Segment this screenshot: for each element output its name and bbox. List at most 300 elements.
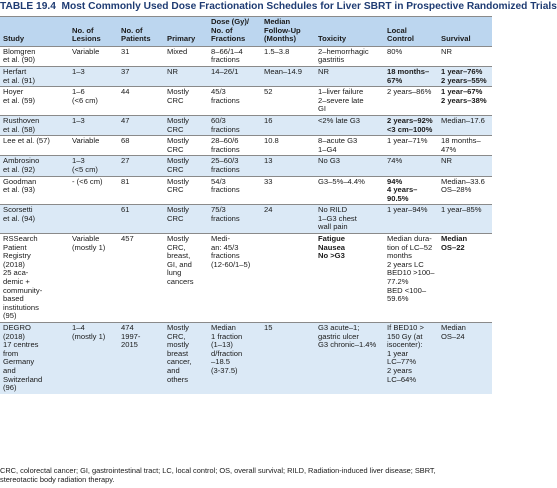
cell-line: fractions <box>211 251 240 261</box>
cell-line: community- <box>3 285 43 295</box>
cell-line: 1 year–76% <box>441 66 483 76</box>
column-header <box>384 17 438 47</box>
table-cell <box>208 115 261 135</box>
table-cell <box>438 176 492 205</box>
cell-line: et al. (94) <box>3 213 36 223</box>
cell-line: fractions <box>211 185 240 195</box>
table-cell <box>261 323 315 394</box>
table-cell <box>384 87 438 116</box>
cell-line: Mostly <box>167 176 189 186</box>
table-cell <box>208 46 261 66</box>
cell-line: 75/3 <box>211 205 226 215</box>
cell-line: 1 year–94% <box>387 205 428 215</box>
cell-line: Median–17.6 <box>441 115 485 125</box>
table-cell <box>315 323 384 394</box>
cell-line: Mean–14.9 <box>264 66 302 76</box>
table-cell <box>315 136 384 156</box>
cell-line: (<6 cm) <box>72 95 98 105</box>
table-cell <box>208 156 261 176</box>
cell-line: 28–60/6 <box>211 136 239 146</box>
cell-line: fractions <box>211 213 240 223</box>
cell-line: GI, and <box>167 259 192 269</box>
cell-line: GI <box>318 104 327 114</box>
cell-line: fractions <box>211 164 240 174</box>
column-header-line: Fractions <box>211 34 246 44</box>
cell-line: Median <box>441 323 466 332</box>
cell-line: based <box>3 294 24 304</box>
column-header-line: (Months) <box>264 34 297 44</box>
table-cell <box>164 234 208 323</box>
fractionation-table <box>0 16 492 394</box>
cell-line: NR <box>318 66 329 76</box>
table-cell <box>164 66 208 86</box>
cell-line: 25 aca- <box>3 268 29 278</box>
cell-line: CRC <box>167 124 184 134</box>
cell-line: OS–28% <box>441 185 472 195</box>
table-body <box>0 46 492 393</box>
table-cell <box>164 323 208 394</box>
cell-line: cancer, <box>167 357 192 367</box>
table-row <box>0 87 492 116</box>
cell-line: CRC, <box>167 331 186 341</box>
cell-line: 14–26/1 <box>211 66 239 76</box>
cell-line: (95) <box>3 311 17 321</box>
cell-line: 77.2% <box>387 277 409 287</box>
cell-line: Medi- <box>211 234 230 244</box>
cell-line: Nausea <box>318 242 346 252</box>
table-cell <box>208 87 261 116</box>
cell-line: Mixed <box>167 46 188 56</box>
cell-line: 2 years–38% <box>441 95 487 105</box>
cell-line: CRC <box>167 213 184 223</box>
cell-line: <2% late G3 <box>318 115 361 125</box>
cell-line: –18.5 <box>211 357 231 367</box>
column-header-line: Dose (Gy)/ <box>211 17 249 26</box>
cell-line: 10.8 <box>264 136 279 146</box>
cell-line: 45/3 <box>211 87 226 97</box>
table-cell <box>384 205 438 234</box>
cell-line: et al. (90) <box>3 55 36 65</box>
cell-line: 18 months– <box>387 66 430 76</box>
table-cell <box>118 136 164 156</box>
column-header-line: No. of <box>72 25 94 35</box>
cell-line: 1–G3 chest <box>318 213 357 223</box>
cell-line: breast, <box>167 251 191 261</box>
table-cell <box>261 87 315 116</box>
cell-line: Patient <box>3 242 27 252</box>
cell-line: NR <box>167 66 178 76</box>
cell-line: demic + <box>3 277 30 287</box>
column-header <box>315 17 384 47</box>
cell-line: 2 years–92% <box>387 115 433 125</box>
cell-line: cancers <box>167 277 194 287</box>
table-cell <box>0 46 69 66</box>
cell-line: NR <box>441 156 452 166</box>
cell-line: Herfart <box>3 66 27 76</box>
cell-line: and <box>167 365 180 375</box>
table-cell <box>208 234 261 323</box>
cell-line: (2018) <box>3 259 25 269</box>
cell-line: gastric ulcer <box>318 331 359 341</box>
cell-line: 1997- <box>121 331 141 341</box>
cell-line: 74% <box>387 156 403 166</box>
table-cell <box>69 323 118 394</box>
cell-line: (96) <box>3 383 17 393</box>
cell-line: 1 year–71% <box>387 136 428 146</box>
table-cell <box>164 205 208 234</box>
table-cell <box>164 87 208 116</box>
cell-line: Rusthoven <box>3 115 40 125</box>
cell-line: Mostly <box>167 136 189 146</box>
column-header <box>118 17 164 47</box>
table-cell <box>438 66 492 86</box>
cell-line: 68 <box>121 136 130 146</box>
cell-line: No G3 <box>318 156 340 166</box>
cell-line: Variable <box>72 46 100 56</box>
cell-line: others <box>167 374 189 384</box>
table-cell <box>118 66 164 86</box>
cell-line: 31 <box>121 46 130 56</box>
cell-line: et al. (93) <box>3 185 36 195</box>
table-cell <box>164 115 208 135</box>
cell-line: Fatigue <box>318 234 346 244</box>
table-cell <box>384 176 438 205</box>
cell-line: fractions <box>211 55 240 65</box>
cell-line: CRC <box>167 144 184 154</box>
column-header-line: No. of <box>211 25 233 35</box>
cell-line: 90.5% <box>387 193 409 203</box>
table-cell <box>384 46 438 66</box>
cell-line: Lee et al. (57) <box>3 136 50 146</box>
cell-line: Hoyer <box>3 87 24 97</box>
cell-line: LC–77% <box>387 357 417 367</box>
cell-line: fractions <box>211 124 240 134</box>
column-header <box>164 17 208 47</box>
cell-line: 80% <box>387 46 403 56</box>
cell-line: (2018) <box>3 331 25 341</box>
table-cell <box>261 136 315 156</box>
cell-line: 33 <box>264 176 273 186</box>
cell-line: 1–liver failure <box>318 87 364 97</box>
table-cell <box>384 136 438 156</box>
table-cell <box>69 234 118 323</box>
cell-line: RSSearch <box>3 234 38 244</box>
table-cell <box>315 205 384 234</box>
cell-line: No >G3 <box>318 251 345 261</box>
cell-line: from <box>3 348 19 358</box>
cell-line: No RILD <box>318 205 348 215</box>
cell-line: DEGRO <box>3 323 31 332</box>
table-row <box>0 234 492 323</box>
table-cell <box>384 323 438 394</box>
cell-line: (<5 cm) <box>72 164 98 174</box>
cell-line: (mostly 1) <box>72 242 106 252</box>
table-footnote: CRC, colorectal cancer; GI, gastrointestinal tract; LC, local control; OS, overall survival; RILD, Radiation-induced liver disease; SBRT, stereotactic body radiation therapy. <box>0 466 436 484</box>
table-cell <box>118 176 164 205</box>
cell-line: 81 <box>121 176 130 186</box>
cell-line: Registry <box>3 251 31 261</box>
cell-line: 17 centres <box>3 340 39 350</box>
table-cell <box>0 234 69 323</box>
cell-line: OS–22 <box>441 242 465 252</box>
table-cell <box>261 115 315 135</box>
table-cell <box>69 176 118 205</box>
column-header-line: Follow-Up <box>264 25 301 35</box>
cell-line: 61 <box>121 205 130 215</box>
cell-line: G3 acute–1; <box>318 323 360 332</box>
cell-line: <3 cm–100% <box>387 124 433 134</box>
cell-line: 1 year–67% <box>441 87 483 97</box>
column-header-line: Toxicity <box>318 34 347 44</box>
cell-line: (3-37.5) <box>211 365 238 375</box>
cell-line: 1.5–3.8 <box>264 46 290 56</box>
table-cell <box>384 156 438 176</box>
table-cell <box>315 46 384 66</box>
cell-line: 457 <box>121 234 134 244</box>
cell-line: CRC, <box>167 242 186 252</box>
table-cell <box>164 176 208 205</box>
cell-line: 150 Gy (at <box>387 331 423 341</box>
table-cell <box>69 205 118 234</box>
column-header-line: Patients <box>121 34 151 44</box>
cell-line: tion of LC–52 <box>387 242 433 252</box>
cell-line: wall pain <box>318 222 348 232</box>
cell-line: et al. (59) <box>3 95 36 105</box>
table-cell <box>0 323 69 394</box>
cell-line: Goodman <box>3 176 37 186</box>
table-cell <box>118 234 164 323</box>
cell-line: Mostly <box>167 234 189 244</box>
column-header-line: No. of <box>121 25 143 35</box>
column-header-line: Median <box>264 17 291 26</box>
cell-line: 27 <box>121 156 130 166</box>
table-cell <box>261 234 315 323</box>
cell-line: 1–3 <box>72 156 85 166</box>
cell-line: 15 <box>264 323 273 332</box>
table-cell <box>118 205 164 234</box>
cell-line: 1–G4 <box>318 144 337 154</box>
cell-line: 2 years–86% <box>387 87 432 97</box>
table-cell <box>261 176 315 205</box>
cell-line: 4 years– <box>387 185 418 195</box>
table-row <box>0 156 492 176</box>
cell-line: (1–13) <box>211 340 233 350</box>
table-cell <box>384 234 438 323</box>
table-row <box>0 205 492 234</box>
cell-line: 1 fraction <box>211 331 243 341</box>
cell-line: months <box>387 251 412 261</box>
table-row <box>0 323 492 394</box>
cell-line: 8–66/1–4 <box>211 46 243 56</box>
cell-line: 2 years <box>387 365 412 375</box>
table-cell <box>315 87 384 116</box>
cell-line: Ambrosino <box>3 156 40 166</box>
table-cell <box>164 46 208 66</box>
table-cell <box>208 136 261 156</box>
column-header <box>69 17 118 47</box>
cell-line: OS–24 <box>441 331 465 341</box>
table-cell <box>0 136 69 156</box>
cell-line: 2–severe late <box>318 95 364 105</box>
table-cell <box>438 87 492 116</box>
column-header-line: Lesions <box>72 34 101 44</box>
cell-line: - (<6 cm) <box>72 176 103 186</box>
cell-line: Mostly <box>167 205 189 215</box>
cell-line: 16 <box>264 115 273 125</box>
table-cell <box>118 115 164 135</box>
table-cell <box>261 66 315 86</box>
table-cell <box>69 66 118 86</box>
cell-line: CRC <box>167 185 184 195</box>
table-cell <box>438 156 492 176</box>
table-cell <box>315 66 384 86</box>
table-row <box>0 176 492 205</box>
column-header <box>208 17 261 47</box>
table-cell <box>208 176 261 205</box>
table-cell <box>0 87 69 116</box>
cell-line: 59.6% <box>387 294 409 304</box>
cell-line: If BED10 > <box>387 323 424 332</box>
cell-line: 24 <box>264 205 273 215</box>
table-cell <box>438 234 492 323</box>
cell-line: 47% <box>441 144 457 154</box>
table-cell <box>315 115 384 135</box>
table-header-row <box>0 17 492 47</box>
cell-line: Germany <box>3 357 35 367</box>
cell-line: Blomgren <box>3 46 36 56</box>
column-header-line: Primary <box>167 34 196 44</box>
cell-line: (mostly 1) <box>72 331 106 341</box>
cell-line: et al. (92) <box>3 164 36 174</box>
table-cell <box>315 176 384 205</box>
cell-line: 1–3 <box>72 115 85 125</box>
cell-line: 47 <box>121 115 130 125</box>
cell-line: Switzerland <box>3 374 43 384</box>
cell-line: 18 months– <box>441 136 481 146</box>
cell-line: CRC <box>167 164 184 174</box>
cell-line: institutions <box>3 302 39 312</box>
cell-line: isocenter): <box>387 340 423 350</box>
table-row <box>0 66 492 86</box>
column-header-line: Control <box>387 34 414 44</box>
cell-line: 2015 <box>121 340 138 350</box>
cell-line: G3 chronic–1.4% <box>318 340 377 350</box>
cell-line: 67% <box>387 75 403 85</box>
cell-line: Variable <box>72 234 100 244</box>
table-cell <box>315 234 384 323</box>
table-cell <box>69 115 118 135</box>
table-row <box>0 115 492 135</box>
table-cell <box>438 136 492 156</box>
table-cell <box>118 46 164 66</box>
cell-line: NR <box>441 46 452 56</box>
table-row <box>0 136 492 156</box>
cell-line: 1–3 <box>72 66 85 76</box>
table-cell <box>315 156 384 176</box>
column-header-line: Study <box>3 34 25 44</box>
table-cell <box>0 66 69 86</box>
table-cell <box>438 46 492 66</box>
cell-line: 94% <box>387 176 403 186</box>
cell-line: Variable <box>72 136 100 146</box>
table-cell <box>0 156 69 176</box>
cell-line: and <box>3 365 16 375</box>
cell-line: 52 <box>264 87 273 97</box>
cell-line: 8–acute G3 <box>318 136 358 146</box>
cell-line: BED10 >100– <box>387 268 435 278</box>
table-cell <box>261 205 315 234</box>
table-cell <box>69 156 118 176</box>
table-cell <box>0 115 69 135</box>
table-cell <box>118 156 164 176</box>
cell-line: 1 year <box>387 348 409 358</box>
table-cell <box>208 205 261 234</box>
table-cell <box>438 323 492 394</box>
cell-line: 25–60/3 <box>211 156 239 166</box>
cell-line: CRC <box>167 95 184 105</box>
cell-line: 60/3 <box>211 115 226 125</box>
cell-line: gastritis <box>318 55 345 65</box>
table-cell <box>164 156 208 176</box>
table-cell <box>384 66 438 86</box>
table-cell <box>438 115 492 135</box>
cell-line: breast <box>167 348 189 358</box>
table-cell <box>261 46 315 66</box>
cell-line: Median–33.6 <box>441 176 485 186</box>
cell-line: Median <box>211 323 236 332</box>
cell-line: lung <box>167 268 182 278</box>
table-cell <box>438 205 492 234</box>
column-header-line: Survival <box>441 34 471 44</box>
cell-line: Median dura- <box>387 234 432 244</box>
cell-line: BED <100– <box>387 285 427 295</box>
cell-line: 44 <box>121 87 130 97</box>
column-header <box>0 17 69 47</box>
cell-line: et al. (91) <box>3 75 36 85</box>
table-cell <box>0 176 69 205</box>
cell-line: 2 years–55% <box>441 75 487 85</box>
table-cell <box>69 46 118 66</box>
cell-line: 1–4 <box>72 323 85 332</box>
cell-line: Mostly <box>167 115 189 125</box>
cell-line: fractions <box>211 144 240 154</box>
cell-line: Mostly <box>167 156 189 166</box>
cell-line: an: 45/3 <box>211 242 239 252</box>
table-cell <box>208 66 261 86</box>
cell-line: 2–hemorrhagic <box>318 46 369 56</box>
table-cell <box>69 87 118 116</box>
cell-line: 1–6 <box>72 87 85 97</box>
table-cell <box>118 87 164 116</box>
cell-line: 1 year–85% <box>441 205 482 215</box>
cell-line: G3–5%–4.4% <box>318 176 365 186</box>
column-header-line: Local <box>387 25 407 35</box>
cell-line: 2 years LC <box>387 259 424 269</box>
cell-line: 37 <box>121 66 130 76</box>
table-cell <box>0 205 69 234</box>
table-row <box>0 46 492 66</box>
column-header <box>438 17 492 47</box>
cell-line: Scorsetti <box>3 205 33 215</box>
table-cell <box>164 136 208 156</box>
cell-line: Mostly <box>167 87 189 97</box>
table-cell <box>118 323 164 394</box>
cell-line: 54/3 <box>211 176 226 186</box>
column-header <box>261 17 315 47</box>
cell-line: fractions <box>211 95 240 105</box>
cell-line: (12-60/1–5) <box>211 259 251 269</box>
cell-line: Median <box>441 234 468 244</box>
